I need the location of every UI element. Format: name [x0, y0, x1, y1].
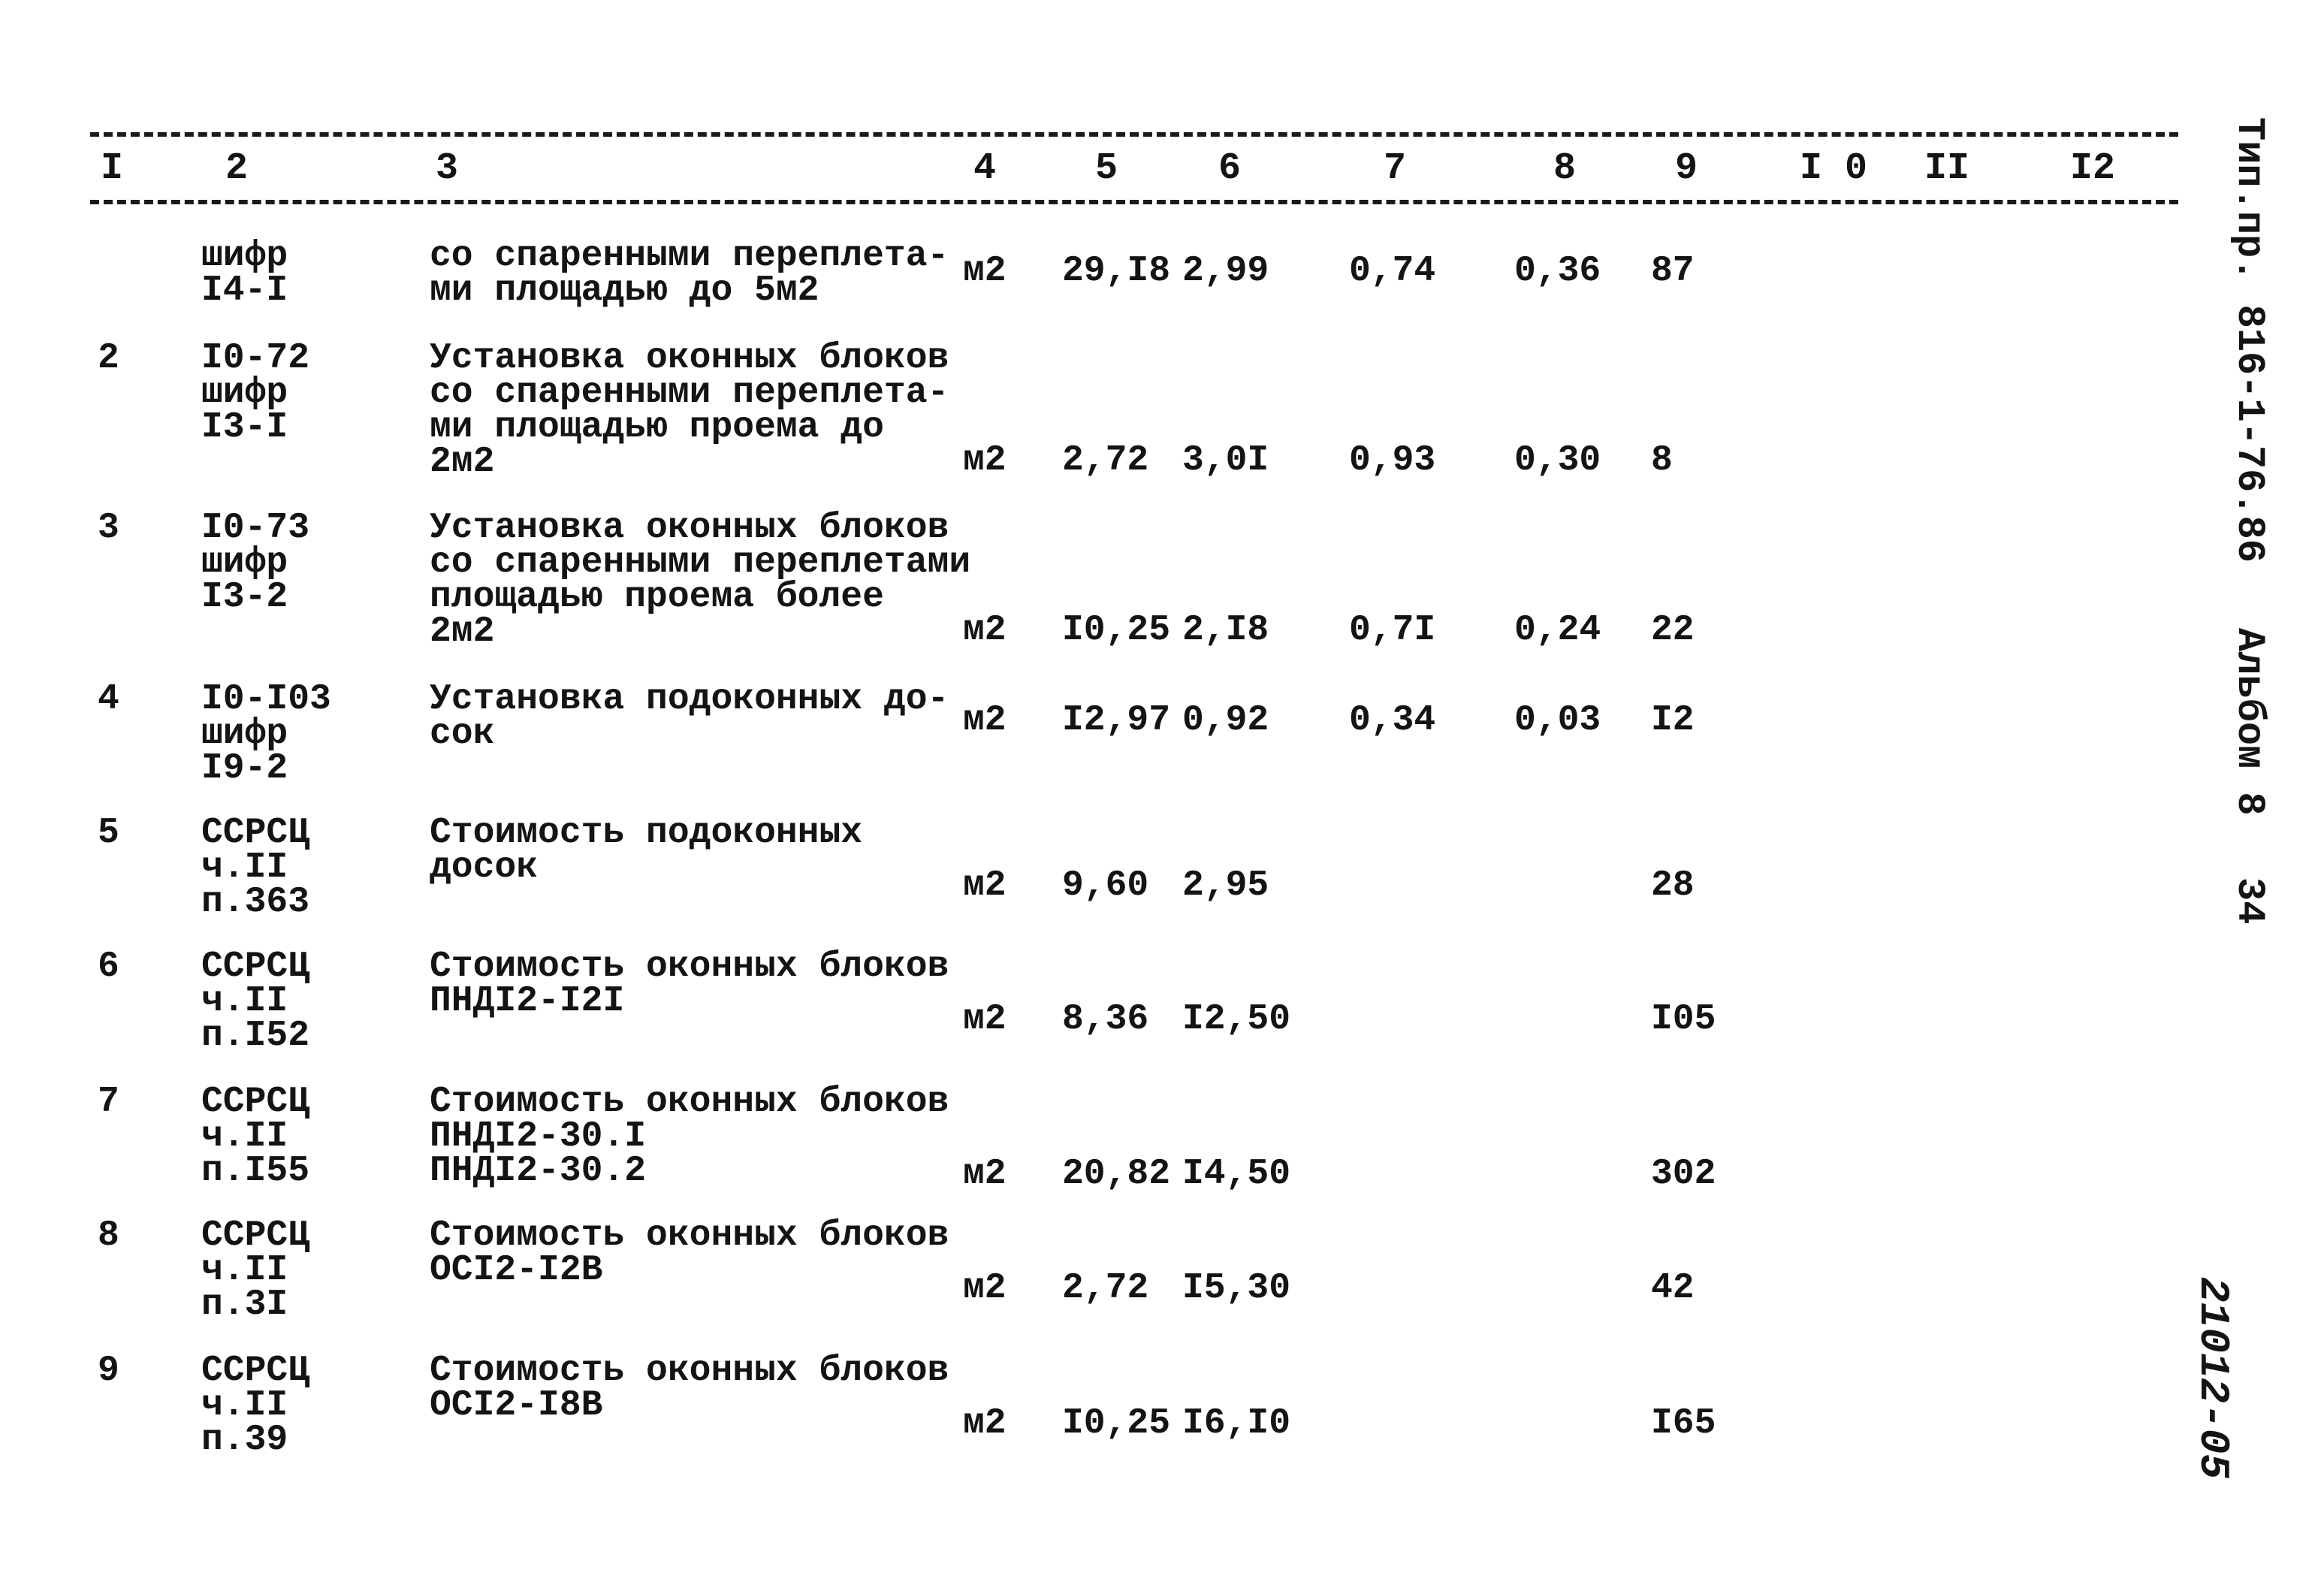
col7-value: 0,34 [1349, 700, 1436, 741]
code-line: ч.II [201, 981, 288, 1022]
col9-value: 28 [1651, 865, 1695, 906]
row-number: 3 [98, 508, 119, 548]
header-bottom-rule [90, 200, 2178, 204]
row-number: 8 [98, 1215, 119, 1256]
col6-value: I4,50 [1182, 1154, 1291, 1194]
code-line: ССРСЦ [201, 813, 310, 853]
col5-value: I0,25 [1062, 610, 1171, 651]
unit-cell: м2 [963, 440, 1007, 481]
code-line: шифр [201, 542, 288, 583]
description-line: со спаренными переплета- [430, 236, 949, 276]
col9-value: 302 [1651, 1154, 1716, 1194]
col6-value: I5,30 [1182, 1268, 1291, 1309]
description-line: площадью проема более [430, 577, 884, 617]
col7-value: 0,7I [1349, 610, 1436, 651]
col8-value: 0,36 [1514, 251, 1601, 291]
description-line: Стоимость оконных блоков [430, 946, 949, 987]
col5-value: 9,60 [1062, 865, 1149, 906]
col5-value: 29,I8 [1062, 251, 1171, 291]
code-line: ССРСЦ [201, 1082, 310, 1122]
col7-value: 0,93 [1349, 440, 1436, 481]
row-number: 2 [98, 338, 119, 379]
description-line: 2м2 [430, 611, 495, 652]
col-header-12: I2 [2070, 147, 2116, 190]
description-line: Установка подоконных до- [430, 679, 949, 720]
unit-cell: м2 [963, 610, 1007, 651]
code-line: п.363 [201, 882, 310, 922]
code-line: I0-73 [201, 508, 310, 548]
code-line: I0-72 [201, 338, 310, 379]
description-line: ПНДI2-30.2 [430, 1151, 647, 1191]
unit-cell: м2 [963, 865, 1007, 906]
code-line: п.39 [201, 1420, 288, 1460]
registration-number-stamp: 21012-05 [2189, 1277, 2237, 1479]
col-header-10: I 0 [1800, 147, 1868, 190]
code-line: ССРСЦ [201, 1215, 310, 1256]
col6-value: 2,I8 [1182, 610, 1269, 651]
unit-cell: м2 [963, 251, 1007, 291]
col-header-11: II [1924, 147, 1970, 190]
code-line: ССРСЦ [201, 946, 310, 987]
col-header-6: 6 [1218, 147, 1242, 190]
description-line: ПНДI2-30.I [430, 1116, 647, 1157]
description-line: ми площадью до 5м2 [430, 270, 819, 311]
description-line: 2м2 [430, 442, 495, 482]
col-header-9: 9 [1675, 147, 1698, 190]
code-line: I9-2 [201, 748, 288, 789]
description-line: ОСI2-I8В [430, 1385, 603, 1426]
album-stamp: Альбом 8 [2227, 628, 2271, 816]
col5-value: 2,72 [1062, 1268, 1149, 1309]
col5-value: 2,72 [1062, 440, 1149, 481]
description-line: Стоимость оконных блоков [430, 1082, 949, 1122]
col5-value: 20,82 [1062, 1154, 1171, 1194]
unit-cell: м2 [963, 1154, 1007, 1194]
description-line: Стоимость оконных блоков [430, 1215, 949, 1256]
code-line: п.3I [201, 1285, 288, 1325]
row-number: 5 [98, 813, 119, 853]
row-number: 9 [98, 1351, 119, 1391]
page-number-stamp: 34 [2227, 877, 2271, 925]
row-number: 6 [98, 946, 119, 987]
unit-cell: м2 [963, 1403, 1007, 1444]
col6-value: I2,50 [1182, 999, 1291, 1040]
header-top-rule [90, 132, 2178, 137]
description-line: Стоимость подоконных [430, 813, 863, 853]
col5-value: I0,25 [1062, 1403, 1171, 1444]
code-line: ч.II [201, 1116, 288, 1157]
col9-value: 8 [1651, 440, 1673, 481]
col5-value: I2,97 [1062, 700, 1171, 741]
col6-value: 2,99 [1182, 251, 1269, 291]
col-header-4: 4 [973, 147, 997, 190]
unit-cell: м2 [963, 700, 1007, 741]
col8-value: 0,03 [1514, 700, 1601, 741]
col-header-3: 3 [436, 147, 459, 190]
code-line: шифр [201, 373, 288, 413]
unit-cell: м2 [963, 999, 1007, 1040]
col6-value: 2,95 [1182, 865, 1269, 906]
code-line: I3-I [201, 407, 288, 448]
code-line: п.I55 [201, 1151, 310, 1191]
col9-value: I05 [1651, 999, 1716, 1040]
description-line: со спаренными переплета- [430, 373, 949, 413]
col-header-1: I [101, 147, 124, 190]
description-line: Стоимость оконных блоков [430, 1351, 949, 1391]
col8-value: 0,24 [1514, 610, 1601, 651]
col-header-8: 8 [1553, 147, 1577, 190]
code-line: шифр [201, 236, 288, 276]
col9-value: I2 [1651, 700, 1695, 741]
description-line: сок [430, 714, 495, 754]
code-line: ч.II [201, 1250, 288, 1291]
col-header-5: 5 [1095, 147, 1118, 190]
description-line: досок [430, 847, 539, 888]
col9-value: 22 [1651, 610, 1695, 651]
col8-value: 0,30 [1514, 440, 1601, 481]
description-line: ОСI2-I2В [430, 1250, 603, 1291]
description-line: ми площадью проема до [430, 407, 884, 448]
row-number: 7 [98, 1082, 119, 1122]
col9-value: 42 [1651, 1268, 1695, 1309]
col5-value: 8,36 [1062, 999, 1149, 1040]
code-line: ч.II [201, 1385, 288, 1426]
code-line: I3-2 [201, 577, 288, 617]
col6-value: 0,92 [1182, 700, 1269, 741]
col-header-2: 2 [225, 147, 249, 190]
description-line: Установка оконных блоков [430, 338, 949, 379]
description-line: ПНДI2-I2I [430, 981, 625, 1022]
col-header-7: 7 [1384, 147, 1407, 190]
code-line: I0-I03 [201, 679, 331, 720]
col9-value: 87 [1651, 251, 1695, 291]
project-code-stamp: Тип.пр. 816-1-76.86 [2227, 117, 2271, 563]
row-number: 4 [98, 679, 119, 720]
description-line: со спаренными переплетами [430, 542, 971, 583]
col6-value: 3,0I [1182, 440, 1269, 481]
col7-value: 0,74 [1349, 251, 1436, 291]
description-line: Установка оконных блоков [430, 508, 949, 548]
unit-cell: м2 [963, 1268, 1007, 1309]
col9-value: I65 [1651, 1403, 1716, 1444]
code-line: I4-I [201, 270, 288, 311]
code-line: ч.II [201, 847, 288, 888]
col6-value: I6,I0 [1182, 1403, 1291, 1444]
code-line: шифр [201, 714, 288, 754]
code-line: ССРСЦ [201, 1351, 310, 1391]
code-line: п.I52 [201, 1016, 310, 1056]
